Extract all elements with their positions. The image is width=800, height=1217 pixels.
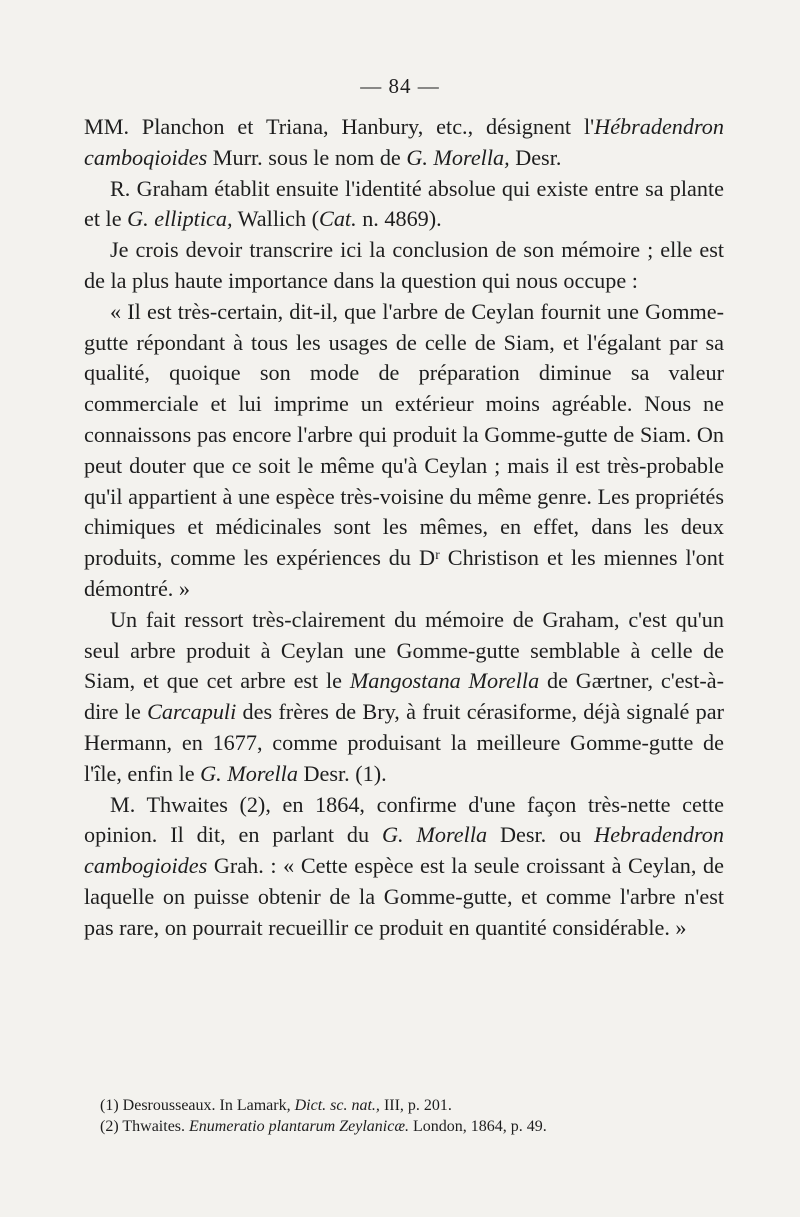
paragraph-6-text-a: M. Thwaites (2), en 1864, confirme d'une façon très-nette cette opinion. Il dit, en parlant du [84, 791, 724, 848]
footnote-2-italic-title: Enumeratio plantarum Zeylanicæ. [189, 1118, 409, 1135]
paragraph-1-italic-species: G. Morella, [406, 144, 510, 170]
paragraph-2-text-c: Wallich ( [232, 206, 320, 232]
page-number: — 84 — [360, 74, 440, 98]
paragraph-6 [84, 790, 724, 944]
paragraph-1-text-e: Desr. [509, 144, 562, 170]
paragraph-1-italic-genus: Hébradendron camboqioides [84, 114, 724, 170]
paragraph-3: Je crois devoir transcrire ici la conclusion de son mémoire ; elle est de la plus haute importance dans la question qui nous occupe : [84, 237, 724, 293]
paragraph-1-text-c: Murr. sous le nom de [207, 144, 407, 170]
paragraph-6-text-e: Grah. : « Cette espèce est la seule croissant à Ceylan, de laquelle on puisse obtenir de la Gomme-gutte, et comme l'arbre n'est pas rare, on pourrait recueillir ce produit en quantité considérable. » [84, 853, 724, 940]
paragraph-5-italic-mangostana: Mangostana Morella [349, 668, 540, 694]
paragraph-6-italic-morella: G. Morella [381, 822, 488, 848]
paragraph-5 [84, 605, 724, 790]
footnote-1-italic-title: Dict. sc. nat., [294, 1097, 380, 1114]
paragraph-2-italic-species: G. elliptica, [127, 206, 233, 232]
footnote-1-text-a: (1) Desrousseaux. In Lamark, [100, 1097, 295, 1114]
paragraph-6-italic-hebradendron: Hebradendron cambogioides [84, 822, 724, 879]
footnote-1 [100, 1095, 720, 1116]
footnote-2-text-a: (2) Thwaites. [100, 1118, 190, 1135]
paragraph-1-text-a: MM. Planchon et Triana, Hanbury, etc., désignent l' [84, 114, 595, 139]
paragraph-5-text-g: Desr. (1). [297, 760, 387, 786]
footnotes [100, 1095, 720, 1137]
paragraph-2-italic-cat: Cat. [319, 206, 357, 232]
paragraph-5-text-e: des frères de Bry, à fruit cérasiforme, déjà signalé par Hermann, en 1677, comme produisant la meilleure Gomme-gutte de l'île, enfin le [84, 699, 724, 786]
paragraph-5-italic-carcapuli: Carcapuli [147, 699, 237, 725]
footnote-1-text-c: III, p. 201. [379, 1097, 452, 1114]
paragraph-1 [84, 112, 724, 174]
footnote-2 [100, 1116, 720, 1137]
paragraph-4-quotation: « Il est très-certain, dit-il, que l'arbre de Ceylan fournit une Gomme-gutte répondant à tous les usages de celle de Siam, et l'égalant par sa qualité, quoique son mode de préparation diminue sa valeur commerciale et lui imprime un extérieur moins agréable. Nous ne connaissons pas encore l'arbre qui produit la Gomme-gutte de Siam. On peut douter que ce soit le même qu'à Ceylan ; mais il est très-probable qu'il appartient à une espèce très-voisine du même genre. Les propriétés chimiques et médicinales sont les mêmes, en effet, dans les deux produits, comme les expériences du Dʳ Christison et les miennes l'ont démontré. » [84, 298, 724, 601]
paragraph-2-text-e: n. 4869). [356, 206, 442, 232]
paragraph-2-text-a: R. Graham établit ensuite l'identité absolue qui existe entre sa plante et le [84, 175, 724, 232]
paragraph-5-text-a: Un fait ressort très-clairement du mémoire de Graham, c'est qu'un seul arbre produit à Ceylan une Gomme-gutte semblable à celle de Siam, et que cet arbre est le [84, 606, 724, 694]
footnote-2-text-c: London, 1864, p. 49. [409, 1118, 547, 1135]
paragraph-5-italic-morella: G. Morella [200, 760, 298, 786]
body-text [84, 112, 724, 944]
paragraph-5-text-c: de Gærtner, c'est-à-dire le [84, 668, 724, 725]
paragraph-2 [84, 174, 724, 236]
paragraph-6-text-c: Desr. ou [487, 822, 595, 848]
